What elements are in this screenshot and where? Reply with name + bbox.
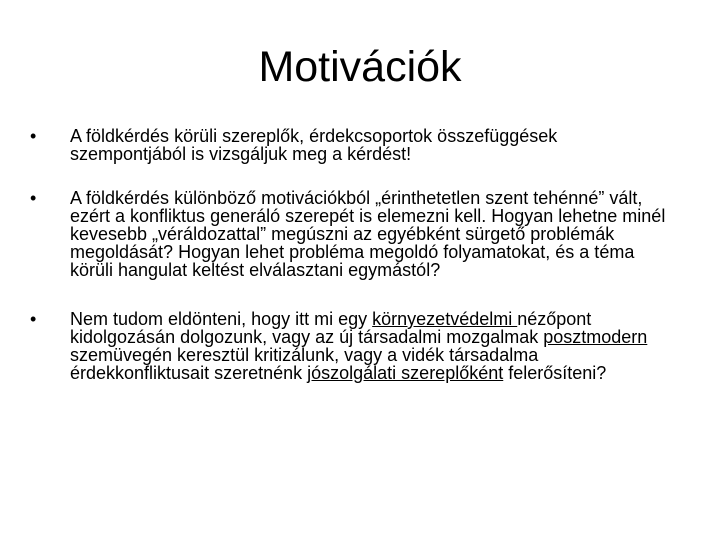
bullet-text-part: szemüvegén keresztül kritizálunk, vagy a vidék társadalma érdekkonfliktusait szeretnénk bbox=[70, 345, 539, 383]
bullet-item bbox=[30, 127, 670, 163]
bullet-marker: • bbox=[30, 126, 37, 146]
slide-title: Motivációk bbox=[258, 43, 462, 91]
hyperlink-environmental[interactable]: környezetvédelmi bbox=[372, 309, 518, 329]
bullet-text-part: Nem tudom eldönteni, hogy itt mi egy bbox=[70, 309, 373, 329]
bullet-item bbox=[30, 310, 670, 382]
bullet-list bbox=[30, 127, 670, 382]
bullet-marker: • bbox=[30, 188, 37, 208]
bullet-text: A földkérdés körüli szereplők, érdekcsoportok összefüggések szempontjából is vizsgáljuk meg a kérdést! bbox=[70, 126, 558, 164]
bullet-text-part: felerősíteni? bbox=[503, 363, 607, 383]
bullet-text: A földkérdés különböző motivációkból „érinthetetlen szent tehénné” vált, ezért a konfliktus generáló szerepét is elemezni kell. Hogyan lehetne minél kevesebb „véráldozattal” megúszni az egyébként sürgető problémák megoldását? Hogyan lehet probléma megoldó folyamatokat, és a téma körüli hangulat keltést elválasztani egymástól? bbox=[70, 188, 666, 280]
bullet-marker: • bbox=[30, 309, 37, 329]
bullet-text-part: nézőpont kidolgozásán dolgozunk, vagy az új társadalmi mozgalmak bbox=[70, 309, 592, 347]
bullet-item bbox=[30, 189, 670, 279]
hyperlink-postmodern[interactable]: posztmodern bbox=[543, 327, 648, 347]
hyperlink-good-offices-actor[interactable]: jószolgálati szereplőként bbox=[307, 363, 504, 383]
